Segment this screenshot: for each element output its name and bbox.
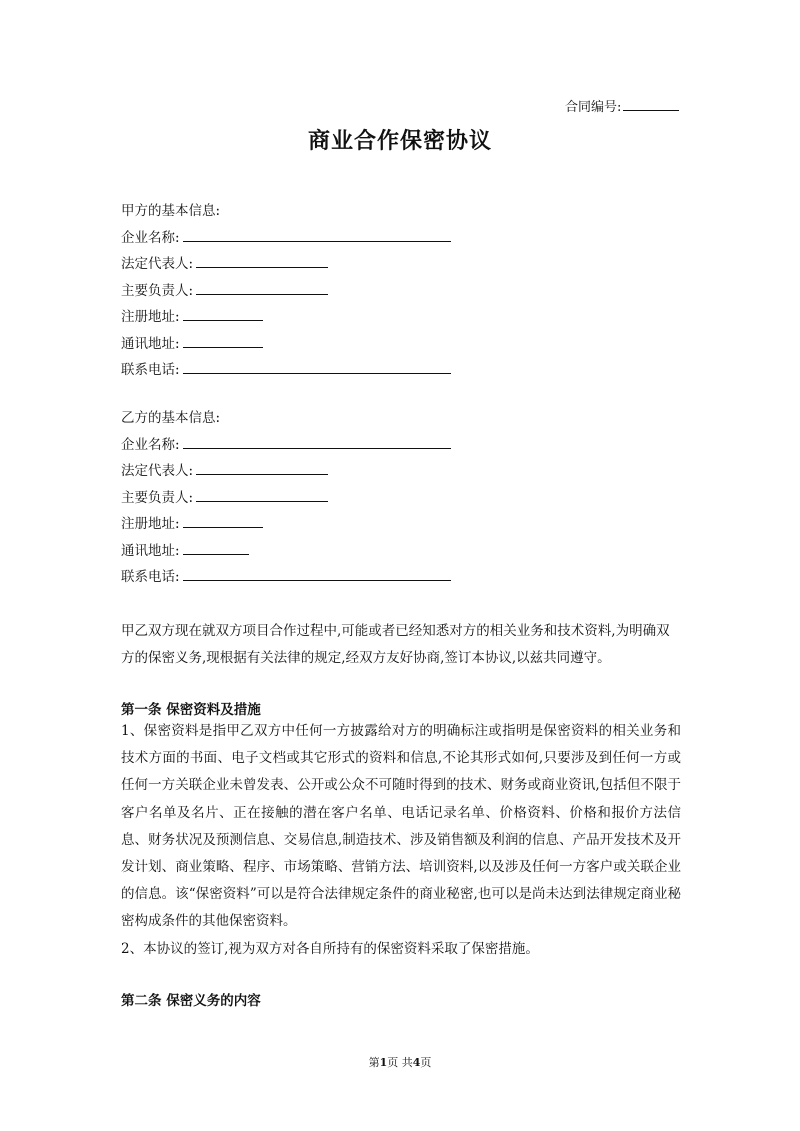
fill-blank [183,538,249,555]
field-label: 联系电话: [121,362,180,378]
field-label: 企业名称: [121,229,180,246]
party-a-info [121,198,451,384]
party-a-company-name-row [121,225,451,252]
party-b-heading: 乙方的基本信息: [121,410,221,426]
party-a-heading: 甲方的基本信息: [121,203,221,219]
party-b-phone-row [121,564,451,591]
field-label: 注册地址: [121,516,180,532]
page-footer [0,1054,800,1070]
document-title: 商业合作保密协议 [307,128,492,154]
page-suffix: 页 [420,1056,432,1069]
fill-blank [183,304,263,321]
party-b-reg-address-row [121,511,451,538]
article-1-para-1: 1、保密资料是指甲乙双方中任何一方披露给对方的明确标注或指明是保密资料的相关业务和技术方面的书面、电子文档或其它形式的资料和信息,不论其形式如何,只要涉及到任何一方或任何一方关联企业未曾发表、公开或公众不可随时得到的技术、财务或商业资讯,包括但不限于客户名单及名片、正在接触的潜在客户名单、电话记录名单、价格资料、价格和报价方法信息、财务状况及预测信息、交易信息,制造技术、涉及销售额及利润的信息、产品开发技术及开发计划、商业策略、程序、市场策略、营销方法、培训资料,以及涉及任何一方客户或关联企业的信息。该“保密资料”可以是符合法律规定条件的商业秘密,也可以是尚未达到法律规定商业秘密构成条件的其他保密资料。 [121,723,681,930]
fill-blank [196,251,328,268]
page-current: 1 [379,1056,388,1069]
party-b-legal-rep-row [121,458,451,485]
field-label: 企业名称: [121,436,180,453]
fill-blank [183,357,451,374]
contract-number-line [565,96,679,115]
fill-blank [183,225,451,242]
article-1-para-2: 2、本协议的签订,视为双方对各自所持有的保密资料采取了保密措施。 [121,940,539,957]
field-label: 通讯地址: [121,335,180,352]
field-label: 注册地址: [121,309,180,325]
party-a-legal-rep-row [121,251,451,278]
article-1-body [121,718,681,963]
party-b-info [121,405,451,591]
party-b-company-name-row [121,432,451,459]
party-a-reg-address-row [121,304,451,331]
contract-number-blank [623,98,679,111]
party-a-mail-address-row [121,331,451,358]
fill-blank [196,485,328,502]
field-label: 联系电话: [121,569,180,585]
fill-blank [196,278,328,295]
fill-blank [196,458,328,475]
article-1-heading: 第一条 保密资料及措施 [121,702,261,718]
field-label: 法定代表人: [121,256,194,272]
intro-paragraph: 甲乙双方现在就双方项目合作过程中,可能或者已经知悉对方的相关业务和技术资料,为明确双方的保密义务,现根据有关法律的规定,经双方友好协商,签订本协议,以兹共同遵守。 [121,623,670,666]
contract-number-label: 合同编号: [565,100,622,115]
page-mid: 页 共 [387,1056,413,1069]
fill-blank [183,511,263,528]
article-2-heading: 第二条 保密义务的内容 [121,993,261,1009]
party-b-mail-address-row [121,538,451,565]
field-label: 主要负责人: [121,282,194,299]
party-a-principal-row [121,278,451,305]
field-label: 法定代表人: [121,463,194,479]
party-b-principal-row [121,485,451,512]
page-total: 4 [412,1056,421,1069]
field-label: 通讯地址: [121,542,180,559]
party-a-phone-row [121,357,451,384]
field-label: 主要负责人: [121,489,194,506]
page-prefix: 第 [368,1056,380,1069]
fill-blank [183,564,451,581]
fill-blank [183,331,263,348]
fill-blank [183,432,451,449]
